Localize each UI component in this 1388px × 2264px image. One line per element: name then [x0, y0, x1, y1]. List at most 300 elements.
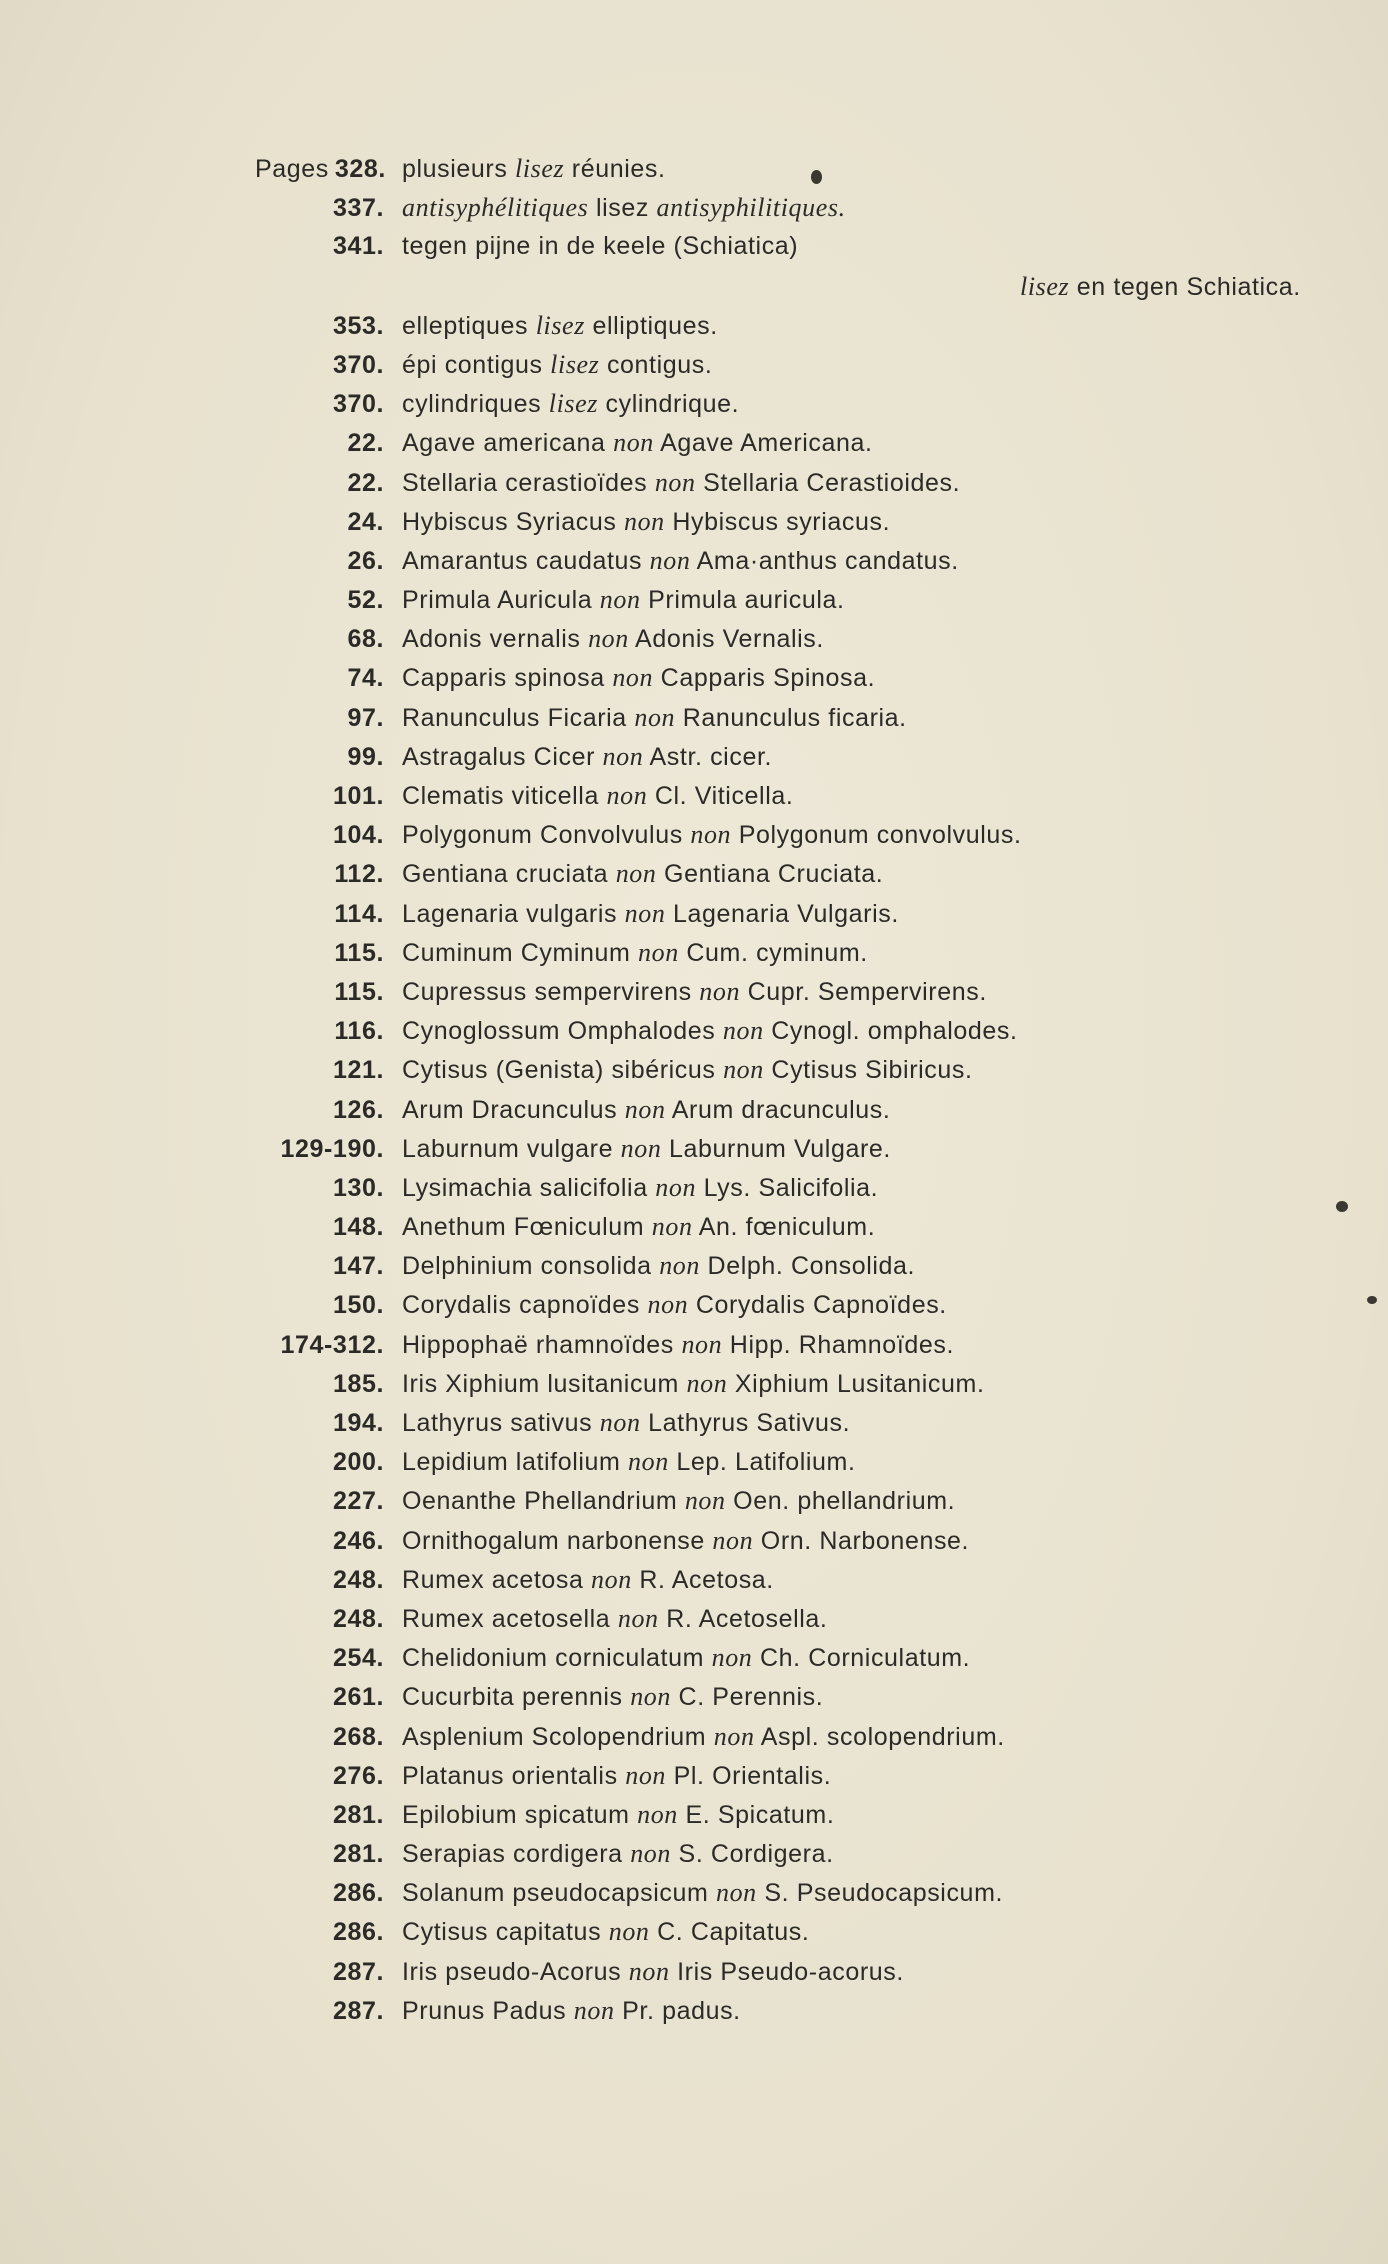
non-separator: non: [659, 1251, 700, 1281]
non-separator: non: [654, 467, 696, 497]
page-number: 286.: [332, 1879, 384, 1908]
correction-text: [402, 1016, 1018, 1046]
page-ref: [255, 1174, 402, 1203]
page-ref: [255, 429, 402, 458]
pages-label: Pages: [255, 155, 329, 183]
correction-text: [402, 624, 824, 654]
page-number: 281.: [332, 1840, 384, 1869]
non-separator: non: [623, 506, 665, 536]
page-number: 287.: [332, 1957, 384, 1986]
errata-row: [255, 1604, 1255, 1643]
wrong-name: Xiphium Lusitanicum.: [727, 1369, 985, 1398]
wrong-name: C. Capitatus.: [649, 1918, 810, 1947]
correct-name: Platanus orientalis: [402, 1761, 626, 1790]
page-number: 147.: [332, 1252, 384, 1281]
correction-text: [402, 1565, 774, 1595]
wrong-name: Polygonum convolvulus.: [731, 821, 1022, 850]
correct-name: Oenanthe Phellandrium: [402, 1487, 685, 1516]
errata-row: [255, 624, 1255, 663]
errata-row: [255, 1878, 1255, 1917]
page-ref: [255, 1840, 402, 1869]
page-ref: [255, 1997, 402, 2026]
italic-text: lisez: [550, 349, 600, 379]
errata-list: [255, 154, 1301, 2035]
ink-spot: [811, 170, 822, 184]
correct-name: Cuminum Cyminum: [402, 938, 639, 967]
errata-row: [255, 1486, 1255, 1525]
page-number: 112.: [334, 860, 384, 889]
correct-name: Anethum Fœniculum: [402, 1213, 652, 1242]
correction-text: [402, 859, 883, 889]
plain-text: cylindriques: [402, 390, 549, 419]
correct-name: Cynoglossum Omphalodes: [402, 1017, 723, 1046]
page-ref: [255, 1644, 402, 1673]
non-separator: non: [613, 428, 654, 458]
correct-name: Lepidium latifolium: [402, 1448, 628, 1477]
page-ref: [255, 1487, 402, 1516]
page-number: 194.: [332, 1409, 384, 1437]
ink-spot: [1336, 1201, 1348, 1212]
errata-row: [255, 1055, 1255, 1094]
correction-text: [402, 1761, 831, 1791]
correct-name: Cytisus capitatus: [402, 1918, 609, 1947]
correction-text: [402, 1957, 904, 1987]
non-separator: non: [630, 1682, 671, 1712]
wrong-name: S. Pseudocapsicum.: [756, 1879, 1004, 1908]
page-number: 227.: [332, 1487, 384, 1516]
errata-row: [255, 350, 1255, 389]
errata-row: [255, 899, 1255, 938]
page-number: 26.: [347, 546, 384, 575]
correction-text: [402, 272, 1301, 302]
errata-row: [255, 546, 1255, 585]
correct-name: Epilobium spicatum: [402, 1800, 638, 1829]
page-ref: [255, 821, 402, 850]
correct-name: Gentiana cruciata: [402, 860, 616, 889]
page-ref: [255, 978, 402, 1007]
page-number: 370.: [332, 350, 384, 379]
page-ref: [255, 1448, 402, 1477]
page-ref: [255, 1723, 402, 1752]
correct-name: Astragalus Cicer: [402, 742, 603, 771]
page-number: 150.: [332, 1291, 384, 1320]
errata-row: [255, 1643, 1255, 1682]
correct-name: Rumex acetosa: [402, 1565, 592, 1594]
page-ref: [255, 312, 402, 341]
non-separator: non: [599, 585, 641, 615]
errata-row: [255, 703, 1255, 742]
page-ref: [255, 1331, 402, 1360]
page-number: 200.: [332, 1448, 384, 1477]
errata-row: [255, 1251, 1255, 1290]
non-separator: non: [628, 1447, 669, 1477]
correction-text: [402, 232, 798, 261]
page-ref: [255, 704, 402, 733]
correction-text: [402, 1878, 1003, 1908]
correct-name: Lathyrus sativus: [402, 1409, 600, 1437]
correction-text: [402, 1212, 875, 1242]
errata-row: [255, 742, 1255, 781]
errata-row: [255, 193, 1255, 232]
page-ref: [255, 390, 402, 419]
non-separator: non: [608, 1917, 650, 1947]
page-number: 341.: [332, 232, 384, 261]
page-number: 328.: [334, 155, 386, 183]
correction-text: [402, 1996, 741, 2026]
plain-text: tegen pijne in de keele (Schiatica): [402, 232, 799, 261]
correct-name: Iris pseudo-Acorus: [402, 1957, 629, 1986]
correction-text: [402, 899, 899, 929]
errata-row: [255, 1917, 1255, 1956]
wrong-name: Hipp. Rhamnoïdes.: [722, 1330, 955, 1359]
errata-row: [255, 271, 1301, 311]
page-number: 68.: [347, 625, 384, 654]
correction-text: [402, 1643, 970, 1673]
non-separator: non: [686, 1368, 728, 1398]
plain-text: lisez: [588, 194, 657, 223]
wrong-name: S. Cordigera.: [671, 1840, 834, 1869]
page-number: 185.: [332, 1369, 384, 1398]
page-number: 101.: [332, 782, 384, 810]
wrong-name: Pr. padus.: [614, 1996, 741, 2025]
correct-name: Lagenaria vulgaris: [402, 899, 625, 928]
correct-name: Prunus Padus: [402, 1996, 574, 2025]
non-separator: non: [690, 820, 732, 850]
page-ref: [255, 351, 402, 380]
page-ref: [255, 1879, 402, 1908]
correct-name: Polygonum Convolvulus: [402, 821, 691, 850]
correction-text: [402, 1447, 856, 1477]
correction-text: [402, 154, 666, 184]
non-separator: non: [591, 1564, 632, 1594]
wrong-name: Cytisus Sibiricus.: [763, 1056, 973, 1085]
wrong-name: Oen. phellandrium.: [725, 1487, 956, 1516]
wrong-name: Cum. cyminum.: [678, 938, 868, 967]
wrong-name: R. Acetosa.: [631, 1565, 774, 1594]
correct-name: Hybiscus Syriacus: [402, 507, 624, 536]
non-separator: non: [723, 1055, 764, 1085]
non-separator: non: [713, 1721, 755, 1751]
correct-name: Lysimachia salicifolia: [402, 1173, 656, 1202]
page-number: 286.: [332, 1918, 384, 1947]
correction-text: [402, 1604, 827, 1634]
errata-row: [255, 820, 1255, 859]
plain-text: réunies.: [564, 155, 666, 183]
wrong-name: Iris Pseudo-acorus.: [669, 1957, 904, 1986]
correction-text: [402, 663, 875, 693]
correct-name: Rumex acetosella: [402, 1604, 618, 1633]
italic-text: antisyphélitiques: [402, 193, 589, 223]
non-separator: non: [722, 1016, 764, 1046]
wrong-name: R. Acetosella.: [658, 1604, 828, 1633]
page-number: 121.: [332, 1056, 384, 1085]
non-separator: non: [625, 1760, 667, 1790]
wrong-name: Ranunculus ficaria.: [675, 703, 907, 732]
page-number: 115.: [334, 938, 384, 967]
non-separator: non: [711, 1643, 753, 1673]
wrong-name: Ama·anthus candatus.: [690, 546, 959, 575]
wrong-name: Lep. Latifolium.: [668, 1448, 856, 1477]
errata-row: [255, 468, 1255, 507]
correction-text: [402, 585, 845, 615]
correct-name: Primula Auricula: [402, 586, 600, 615]
page-number: 22.: [347, 468, 384, 497]
wrong-name: Arum dracunculus.: [665, 1095, 891, 1124]
plain-text: plusieurs: [402, 155, 515, 183]
non-separator: non: [624, 1094, 666, 1124]
correct-name: Agave americana: [402, 429, 614, 458]
page-number: 74.: [347, 664, 384, 693]
page-number: 246.: [332, 1526, 384, 1555]
correct-name: Laburnum vulgare: [402, 1134, 621, 1163]
wrong-name: Capparis Spinosa.: [653, 664, 876, 693]
page-number: 281.: [332, 1800, 384, 1829]
correction-text: [402, 1800, 834, 1830]
correction-text: [402, 1095, 890, 1125]
italic-text: antisyphilitiques.: [656, 193, 846, 223]
non-separator: non: [715, 1878, 757, 1908]
page-ref: [255, 1409, 402, 1438]
page-ref: [255, 664, 402, 693]
page-ref: [255, 469, 402, 498]
errata-row: [255, 1212, 1255, 1251]
wrong-name: Stellaria Cerastioides.: [695, 468, 961, 497]
non-separator: non: [615, 859, 657, 889]
wrong-name: Laburnum Vulgare.: [661, 1134, 891, 1163]
non-separator: non: [602, 741, 644, 771]
plain-text: elliptiques.: [584, 311, 718, 340]
page-ref: [255, 939, 402, 968]
correction-text: [402, 1408, 850, 1438]
page-ref: [255, 232, 402, 261]
errata-row: [255, 1839, 1255, 1878]
correct-name: Ornithogalum narbonense: [402, 1526, 713, 1555]
non-separator: non: [599, 1408, 641, 1437]
page-number: 52.: [347, 586, 384, 615]
non-separator: non: [684, 1486, 726, 1516]
errata-row: [255, 1095, 1255, 1134]
page-ref: [255, 586, 402, 615]
page-ref: [255, 508, 402, 537]
page-number: 261.: [332, 1683, 384, 1712]
errata-row: [255, 663, 1255, 702]
page-ref: [255, 547, 402, 576]
page-ref: [255, 1370, 402, 1399]
page-number: 287.: [332, 1996, 384, 2025]
wrong-name: Agave Americana.: [653, 429, 873, 458]
page-ref: [255, 1918, 402, 1947]
correct-name: Hippophaë rhamnoïdes: [402, 1330, 682, 1359]
wrong-name: Adonis Vernalis.: [628, 625, 824, 654]
wrong-name: C. Perennis.: [671, 1683, 824, 1712]
correct-name: Adonis vernalis: [402, 625, 589, 654]
errata-row: [255, 1290, 1255, 1329]
non-separator: non: [588, 624, 629, 654]
correction-text: [402, 389, 739, 419]
page-ref: [255, 1527, 402, 1556]
wrong-name: Gentiana Cruciata.: [656, 860, 884, 889]
non-separator: non: [637, 1799, 678, 1829]
wrong-name: Corydalis Capnoïdes.: [688, 1291, 947, 1320]
plain-text: en tegen Schiatica.: [1069, 272, 1301, 301]
errata-row: [255, 389, 1255, 428]
correction-text: [402, 311, 718, 341]
correction-text: [402, 742, 772, 772]
correction-text: [402, 350, 712, 380]
errata-row: [255, 1682, 1255, 1721]
correct-name: Amarantus caudatus: [402, 546, 650, 575]
correct-name: Solanum pseudocapsicum: [402, 1879, 716, 1908]
correction-text: [402, 193, 846, 223]
correction-text: [402, 1839, 834, 1869]
wrong-name: Cupr. Sempervirens.: [740, 977, 987, 1006]
wrong-name: Astr. cicer.: [643, 742, 773, 771]
wrong-name: Delph. Consolida.: [700, 1252, 916, 1281]
wrong-name: E. Spicatum.: [677, 1800, 835, 1829]
correct-name: Corydalis capnoïdes: [402, 1291, 648, 1320]
page-number: 22.: [347, 429, 384, 458]
page-number: 370.: [332, 390, 384, 419]
wrong-name: Primula auricula.: [640, 586, 845, 615]
page-ref: [255, 743, 402, 772]
page-number: 129-190.: [280, 1134, 384, 1163]
errata-row: [255, 1134, 1255, 1173]
correct-name: Iris Xiphium lusitanicum: [402, 1369, 687, 1398]
correction-text: [402, 546, 959, 576]
non-separator: non: [612, 663, 654, 693]
page-ref: [255, 1017, 402, 1046]
non-separator: non: [647, 1290, 689, 1320]
wrong-name: Lys. Salicifolia.: [696, 1173, 879, 1202]
page-number: 97.: [347, 703, 384, 732]
page-ref: [255, 1252, 402, 1281]
non-separator: non: [620, 1133, 662, 1163]
wrong-name: Cl. Viticella.: [647, 782, 794, 810]
page-ref: [255, 1958, 402, 1987]
errata-row: [255, 1447, 1255, 1486]
plain-text: contigus.: [599, 350, 713, 379]
correction-text: [402, 1330, 954, 1360]
page-ref: [255, 900, 402, 929]
errata-row: [255, 938, 1255, 977]
errata-row: [255, 977, 1255, 1016]
page-ref: [255, 1762, 402, 1791]
correction-text: [402, 1251, 915, 1281]
page-number: 114.: [334, 899, 384, 928]
non-separator: non: [628, 1956, 670, 1986]
wrong-name: Cynogl. omphalodes.: [763, 1017, 1018, 1046]
correct-name: Asplenium Scolopendrium: [402, 1722, 714, 1751]
correction-text: [402, 1682, 823, 1712]
non-separator: non: [681, 1329, 723, 1359]
correction-text: [402, 781, 793, 811]
page-ref: [255, 1291, 402, 1320]
correct-name: Chelidonium corniculatum: [402, 1644, 712, 1673]
page-number: 254.: [332, 1644, 384, 1673]
page-number: 99.: [347, 742, 384, 771]
wrong-name: Lagenaria Vulgaris.: [665, 899, 899, 928]
page-ref: [255, 1096, 402, 1125]
non-separator: non: [624, 898, 666, 928]
correction-text: [402, 507, 890, 537]
page-ref: [255, 1801, 402, 1830]
correction-text: [402, 468, 960, 498]
correct-name: Arum Dracunculus: [402, 1095, 625, 1124]
page-ref: [255, 194, 402, 223]
errata-row: [255, 1526, 1255, 1565]
page-number: 104.: [332, 821, 384, 850]
italic-text: lisez: [548, 389, 598, 419]
errata-row: [255, 1565, 1255, 1604]
errata-row: [255, 1369, 1255, 1408]
errata-row: [255, 232, 1255, 271]
page-number: 337.: [332, 194, 384, 223]
non-separator: non: [638, 937, 679, 967]
correction-text: [402, 1290, 947, 1320]
correction-text: [402, 1173, 878, 1203]
correct-name: Capparis spinosa: [402, 664, 613, 693]
page-number: 116.: [334, 1017, 384, 1046]
correction-text: [402, 1526, 969, 1556]
non-separator: non: [630, 1839, 671, 1869]
page-number: 24.: [347, 507, 384, 536]
errata-row: [255, 154, 1255, 193]
page-number: 276.: [332, 1761, 384, 1790]
correction-text: [402, 1486, 955, 1516]
ink-spot: [1367, 1296, 1377, 1304]
correction-text: [402, 428, 873, 458]
page-ref: [255, 155, 402, 184]
wrong-name: Lathyrus Sativus.: [640, 1409, 851, 1437]
correct-name: Delphinium consolida: [402, 1252, 660, 1281]
correct-name: Cucurbita perennis: [402, 1683, 631, 1712]
correction-text: [402, 938, 868, 968]
non-separator: non: [655, 1172, 697, 1202]
correction-text: [402, 1722, 1005, 1752]
errata-row: [255, 311, 1255, 350]
correct-name: Serapias cordigera: [402, 1840, 631, 1869]
correction-text: [402, 977, 987, 1007]
italic-text: lisez: [1020, 271, 1070, 301]
wrong-name: Pl. Orientalis.: [666, 1761, 832, 1790]
page-ref: [255, 782, 402, 811]
errata-row: [255, 859, 1255, 898]
page-number: 130.: [332, 1173, 384, 1202]
italic-text: lisez: [515, 154, 565, 183]
page-number: 148.: [332, 1213, 384, 1242]
correction-text: [402, 703, 907, 733]
correction-text: [402, 1134, 891, 1164]
correction-text: [402, 820, 1022, 850]
page-number: 248.: [332, 1604, 384, 1633]
wrong-name: An. fœniculum.: [692, 1213, 876, 1242]
correct-name: Cupressus sempervirens: [402, 977, 700, 1006]
errata-row: [255, 1408, 1255, 1447]
errata-row: [255, 1957, 1255, 1996]
errata-row: [255, 1330, 1255, 1369]
errata-row: [255, 1016, 1255, 1055]
non-separator: non: [651, 1212, 693, 1242]
wrong-name: Orn. Narbonense.: [753, 1526, 970, 1555]
correction-text: [402, 1369, 985, 1399]
errata-row: [255, 1800, 1255, 1839]
page-ref: [255, 1683, 402, 1712]
non-separator: non: [617, 1603, 659, 1633]
correct-name: Cytisus (Genista) sibéricus: [402, 1056, 724, 1085]
wrong-name: Ch. Corniculatum.: [752, 1644, 971, 1673]
non-separator: non: [712, 1525, 754, 1555]
correct-name: Clematis viticella: [402, 782, 607, 810]
